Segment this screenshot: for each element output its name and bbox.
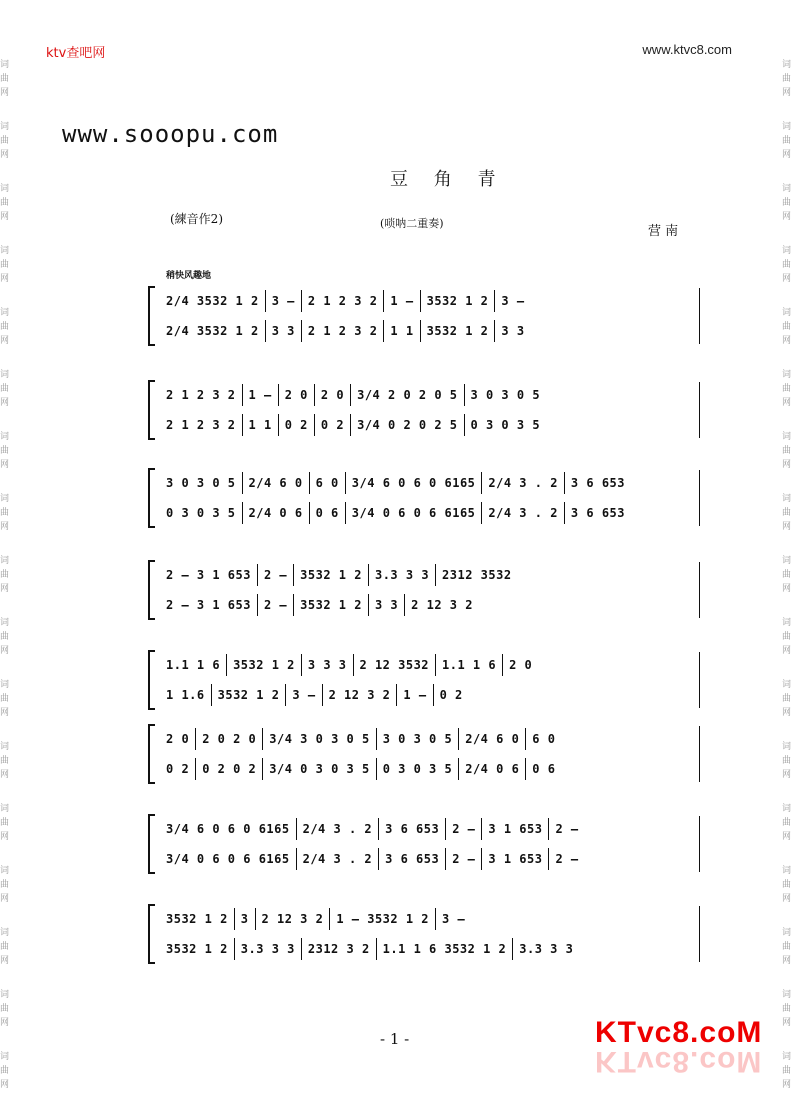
composer: 营 南 [648,224,679,239]
brand-logo [595,1016,763,1080]
measure: 2/4 3 . 2 [296,818,379,840]
margin-char: 网 [0,274,10,284]
margin-char: 网 [0,1080,10,1090]
margin-char: 曲 [0,880,10,890]
margin-char: 曲 [782,198,792,208]
margin-char: 网 [0,956,10,966]
measure: 3 1 653 [481,848,548,870]
margin-char: 曲 [782,818,792,828]
measure: 2 0 [166,732,190,746]
system-end-barline [699,906,700,962]
measure: 2 — [257,564,293,586]
system-bracket [148,724,155,784]
measure: 2 0 [314,384,350,406]
tempo-marking: 稍快风趣地 [166,271,212,281]
measure: 3532 1 2 [420,320,495,342]
margin-char: 词 [0,122,10,132]
system-bracket [148,560,155,620]
margin-char: 网 [782,1018,792,1028]
measure: 1 1 [383,320,419,342]
measure: 1 1 [242,414,278,436]
measure: 2/4 6 0 [242,472,309,494]
margin-char: 曲 [0,74,10,84]
score-system [140,558,700,622]
measure: 2 12 3 2 [255,908,330,930]
measure: 3 6 653 [564,502,631,524]
margin-char: 词 [782,618,792,628]
header-site-name: ktv查吧网 [46,46,106,61]
measure: 3532 1 2 [166,912,228,926]
margin-watermark [782,0,796,1110]
margin-char: 曲 [782,632,792,642]
margin-char: 词 [0,990,10,1000]
margin-char: 词 [782,122,792,132]
system-end-barline [699,382,700,438]
measure: 3 [234,908,255,930]
margin-char: 词 [782,308,792,318]
margin-char: 词 [782,60,792,70]
margin-char: 曲 [0,384,10,394]
score-system [140,378,700,442]
margin-char: 词 [782,184,792,194]
measure: 3/4 3 0 3 0 5 [262,728,375,750]
score-system [140,284,700,348]
measure: 2/4 3 . 2 [481,502,564,524]
margin-char: 词 [782,494,792,504]
margin-char: 曲 [0,942,10,952]
lower-voice-row [160,414,700,436]
measure: 0 2 [433,684,469,706]
measure: 1 — 3532 1 2 [329,908,435,930]
margin-char: 词 [0,618,10,628]
measure: 1.1 1 6 [166,658,221,672]
measure: 3532 1 2 [166,942,228,956]
measure: 0 3 0 3 5 [376,758,459,780]
margin-char: 网 [0,584,10,594]
margin-char: 网 [782,150,792,160]
system-bracket [148,380,155,440]
measure: 1 — [396,684,432,706]
score-system [140,812,700,876]
margin-char: 曲 [782,570,792,580]
page-number: - 1 - [380,1030,410,1048]
margin-char: 词 [782,556,792,566]
measure: 2 12 3532 [353,654,436,676]
upper-voice-row [160,472,700,494]
margin-char: 网 [0,770,10,780]
margin-char: 词 [0,556,10,566]
measure: 3 3 [265,320,301,342]
measure: 2 12 3 2 [404,594,479,616]
measure: 6 0 [309,472,345,494]
measure: 2 — 3 1 653 [166,598,251,612]
measure: 2 1 2 3 2 [301,290,384,312]
margin-char: 曲 [782,136,792,146]
measure: 0 2 [314,414,350,436]
upper-voice-row [160,818,700,840]
measure: 3532 1 2 [226,654,301,676]
system-bracket [148,904,155,964]
margin-char: 词 [782,1052,792,1062]
margin-char: 曲 [0,632,10,642]
measure: 3.3 3 3 [234,938,301,960]
measure: 3/4 0 6 0 6 6165 [166,852,290,866]
margin-char: 词 [782,804,792,814]
margin-char: 网 [782,522,792,532]
measure: 2 — 3 1 653 [166,568,251,582]
margin-char: 曲 [782,384,792,394]
measure: 2 — [548,818,584,840]
margin-char: 曲 [782,942,792,952]
lower-voice-row [160,848,700,870]
margin-char: 网 [782,894,792,904]
lower-voice-row [160,320,700,342]
upper-voice-row [160,728,700,750]
margin-char: 曲 [0,322,10,332]
score-system [140,466,700,530]
measure: 3 6 653 [378,818,445,840]
measure: 2 — [445,848,481,870]
margin-char: 词 [0,680,10,690]
margin-char: 词 [0,804,10,814]
measure: 2 1 2 3 2 [166,418,236,432]
measure: 2312 3 2 [301,938,376,960]
margin-char: 曲 [0,198,10,208]
margin-char: 网 [782,956,792,966]
measure: 0 2 0 2 [195,758,262,780]
measure: 3 0 3 0 5 [376,728,459,750]
margin-char: 词 [782,742,792,752]
margin-char: 曲 [0,508,10,518]
measure: 3/4 6 0 6 0 6165 [345,472,482,494]
system-bracket [148,468,155,528]
logo-text: KTvc8.coM [595,1016,763,1049]
subtitle-instrumentation: (唢呐二重奏) [380,217,444,230]
margin-char: 曲 [0,694,10,704]
margin-char: 网 [0,150,10,160]
measure: 2 — [445,818,481,840]
measure: 3 — [265,290,301,312]
margin-char: 曲 [782,508,792,518]
measure: 3/4 0 6 0 6 6165 [345,502,482,524]
margin-char: 网 [782,646,792,656]
margin-char: 词 [0,928,10,938]
margin-char: 网 [0,460,10,470]
margin-char: 曲 [782,322,792,332]
margin-char: 词 [782,928,792,938]
measure: 0 3 0 3 5 [166,506,236,520]
margin-char: 曲 [782,260,792,270]
score-system [140,722,700,786]
margin-char: 词 [782,432,792,442]
margin-char: 词 [0,308,10,318]
measure: 3532 1 2 [293,564,368,586]
lower-voice-row [160,502,700,524]
margin-char: 曲 [782,694,792,704]
margin-char: 曲 [782,446,792,456]
score-system [140,648,700,712]
measure: 1.1 1 6 [435,654,502,676]
margin-char: 网 [782,584,792,594]
margin-char: 词 [782,680,792,690]
measure: 3 6 653 [564,472,631,494]
margin-char: 曲 [782,880,792,890]
margin-char: 网 [782,212,792,222]
margin-char: 网 [782,274,792,284]
margin-char: 网 [0,212,10,222]
measure: 2/4 6 0 [458,728,525,750]
margin-char: 网 [0,336,10,346]
margin-char: 曲 [0,260,10,270]
measure: 3 6 653 [378,848,445,870]
measure: 2/4 0 6 [458,758,525,780]
measure: 1 — [242,384,278,406]
piece-title: 豆 角 青 [390,169,506,190]
margin-char: 网 [782,832,792,842]
margin-char: 词 [0,432,10,442]
upper-voice-row [160,908,700,930]
lower-voice-row [160,684,700,706]
margin-char: 网 [0,88,10,98]
margin-char: 网 [0,522,10,532]
measure: 2 — [548,848,584,870]
margin-char: 网 [782,460,792,470]
system-bracket [148,650,155,710]
system-bracket [148,286,155,346]
measure: 3.3 3 3 [368,564,435,586]
margin-char: 词 [0,494,10,504]
measure: 3.3 3 3 [512,938,579,960]
margin-char: 曲 [0,446,10,456]
margin-char: 词 [782,990,792,1000]
margin-char: 词 [782,866,792,876]
source-site-label: www.sooopu.com [62,120,279,148]
upper-voice-row [160,654,700,676]
measure: 1 — [383,290,419,312]
margin-char: 曲 [0,1066,10,1076]
system-end-barline [699,816,700,872]
measure: 0 6 [525,758,561,780]
system-end-barline [699,288,700,344]
score-system [140,902,700,966]
measure: 3 — [285,684,321,706]
margin-char: 曲 [782,756,792,766]
margin-char: 网 [0,832,10,842]
margin-watermark-left [0,0,14,1110]
measure: 3532 1 2 [293,594,368,616]
measure: 3/4 6 0 6 0 6165 [166,822,290,836]
measure: 2/4 3 . 2 [481,472,564,494]
margin-char: 词 [0,60,10,70]
margin-char: 词 [782,246,792,256]
measure: 1 1.6 [166,688,205,702]
margin-char: 网 [782,398,792,408]
margin-char: 曲 [782,1004,792,1014]
measure: 3532 1 2 [211,684,286,706]
measure: 3/4 0 3 0 3 5 [262,758,375,780]
lower-voice-row [160,938,700,960]
measure: 3532 1 2 [420,290,495,312]
margin-char: 曲 [0,570,10,580]
measure: 6 0 [525,728,561,750]
measure: 3 — [435,908,471,930]
measure: 2 0 [278,384,314,406]
system-end-barline [699,470,700,526]
measure: 3 3 3 [301,654,353,676]
system-end-barline [699,726,700,782]
margin-char: 网 [0,1018,10,1028]
measure: 2312 3532 [435,564,518,586]
upper-voice-row [160,290,700,312]
measure: 2/4 3532 1 2 [166,324,259,338]
margin-char: 词 [0,866,10,876]
margin-char: 曲 [782,74,792,84]
upper-voice-row [160,564,700,586]
header-site-url: www.ktvc8.com [642,42,732,57]
measure: 3/4 0 2 0 2 5 [350,414,463,436]
measure: 3 — [494,290,530,312]
measure: 3 3 [494,320,530,342]
measure: 0 2 [278,414,314,436]
measure: 3/4 2 0 2 0 5 [350,384,463,406]
margin-char: 网 [782,770,792,780]
upper-voice-row [160,384,700,406]
measure: 1.1 1 6 3532 1 2 [376,938,513,960]
measure: 0 6 [309,502,345,524]
margin-char: 网 [0,646,10,656]
system-bracket [148,814,155,874]
margin-char: 网 [782,336,792,346]
margin-char: 曲 [0,818,10,828]
measure: 3 1 653 [481,818,548,840]
measure: 2 0 2 0 [195,728,262,750]
margin-char: 曲 [782,1066,792,1076]
measure: 3 0 3 0 5 [464,384,547,406]
margin-char: 词 [0,370,10,380]
measure: 2/4 3532 1 2 [166,294,259,308]
measure: 2 1 2 3 2 [166,388,236,402]
margin-char: 曲 [0,756,10,766]
lower-voice-row [160,758,700,780]
system-end-barline [699,562,700,618]
measure: 2 0 [502,654,538,676]
margin-char: 词 [0,1052,10,1062]
measure: 2 1 2 3 2 [301,320,384,342]
logo-reflection: KTvc8.coM [595,1045,763,1078]
subtitle-left: (練音作2) [170,212,223,226]
measure: 3 0 3 0 5 [166,476,236,490]
measure: 0 2 [166,762,190,776]
margin-char: 词 [782,370,792,380]
measure: 2/4 3 . 2 [296,848,379,870]
measure: 2/4 0 6 [242,502,309,524]
measure: 3 3 [368,594,404,616]
margin-char: 网 [782,1080,792,1090]
margin-char: 词 [0,184,10,194]
margin-char: 网 [0,398,10,408]
margin-char: 曲 [0,1004,10,1014]
margin-char: 网 [0,708,10,718]
lower-voice-row [160,594,700,616]
measure: 2 — [257,594,293,616]
measure: 0 3 0 3 5 [464,414,547,436]
margin-char: 词 [0,246,10,256]
margin-char: 网 [0,894,10,904]
measure: 2 12 3 2 [322,684,397,706]
margin-char: 网 [782,88,792,98]
system-end-barline [699,652,700,708]
margin-char: 词 [0,742,10,752]
margin-char: 网 [782,708,792,718]
margin-char: 曲 [0,136,10,146]
